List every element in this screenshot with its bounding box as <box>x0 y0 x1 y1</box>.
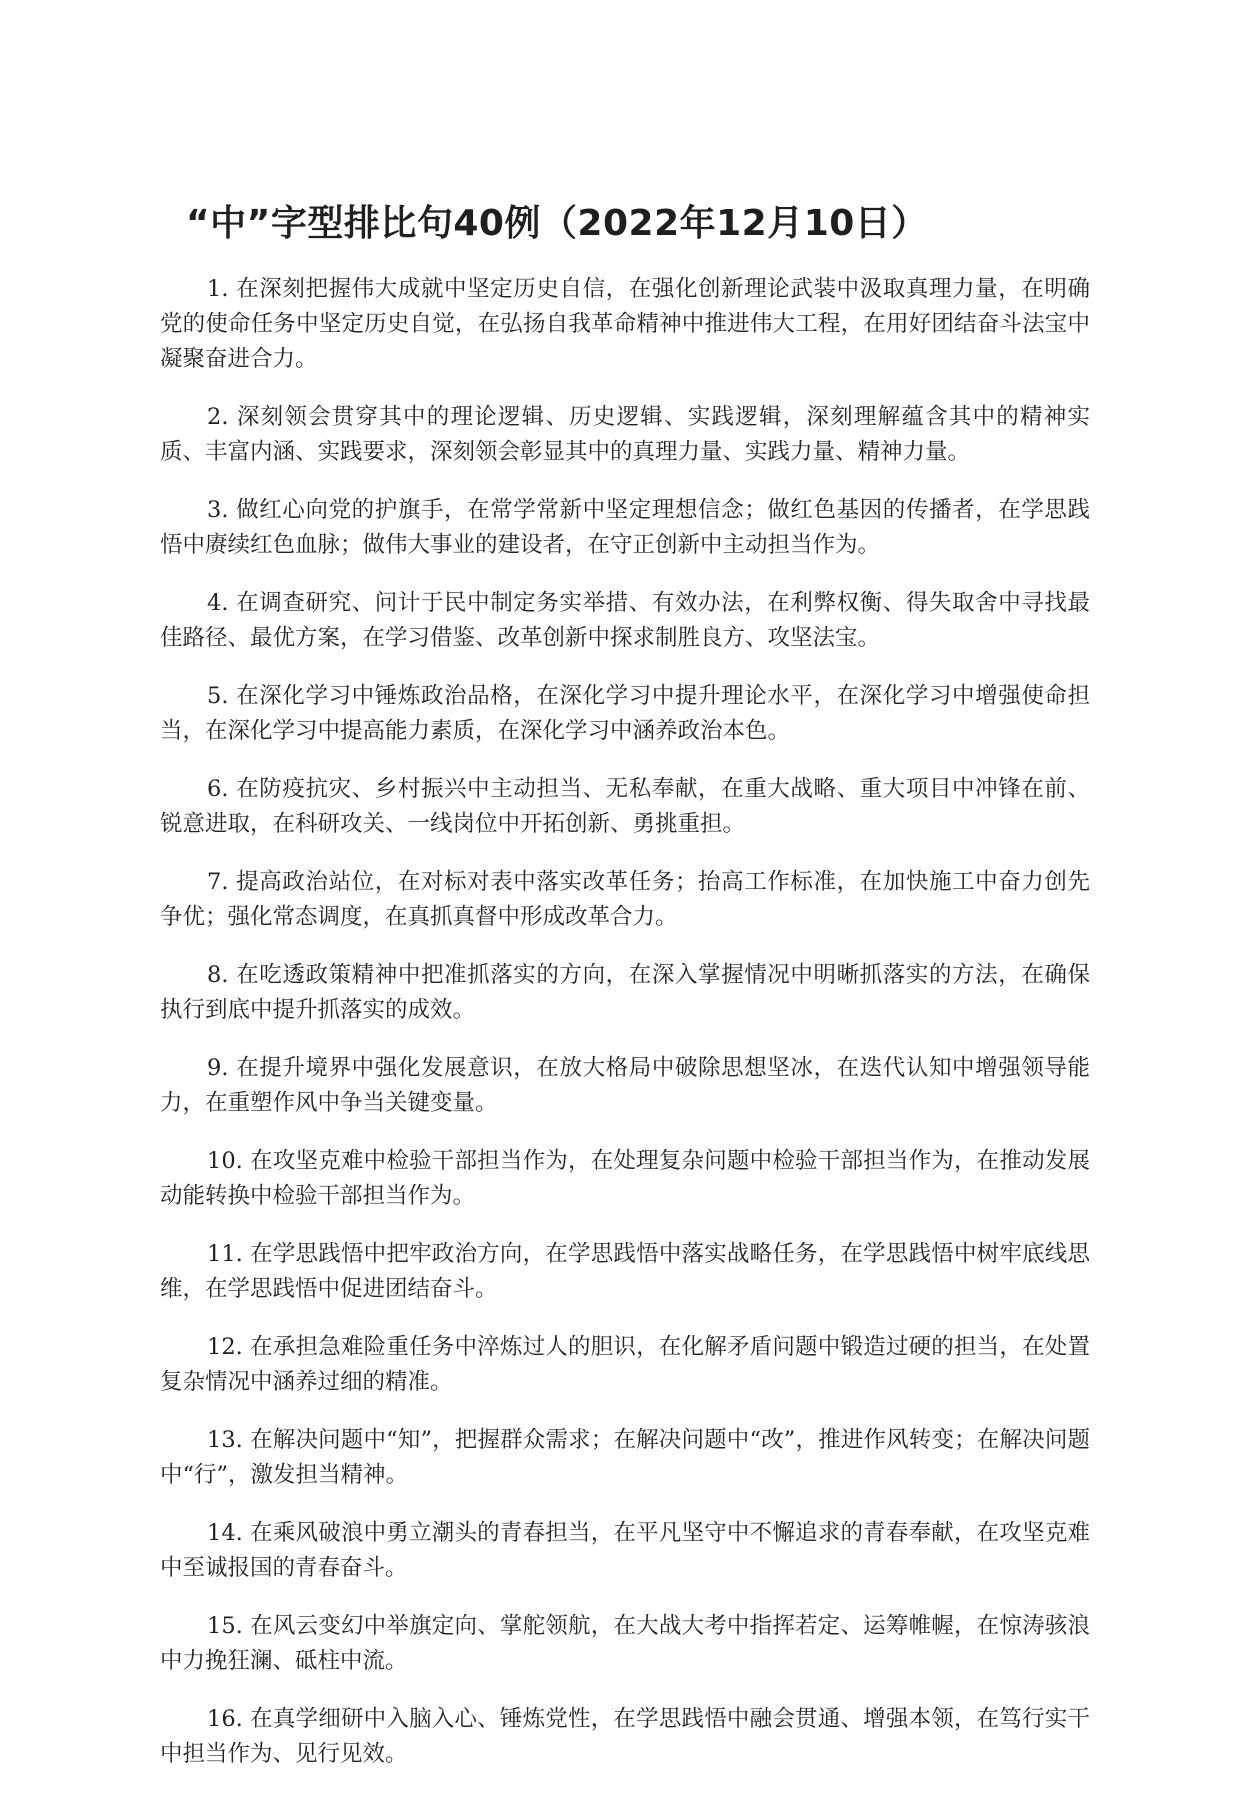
paragraph-8: 8. 在吃透政策精神中把准抓落实的方向，在深入掌握情况中明晰抓落实的方法，在确保执行到底中提升抓落实的成效。 <box>160 962 1090 1023</box>
paragraph-10: 10. 在攻坚克难中检验干部担当作为，在处理复杂问题中检验干部担当作为，在推动发展动能转换中检验干部担当作为。 <box>160 1148 1090 1209</box>
paragraph-9: 9. 在提升境界中强化发展意识，在放大格局中破除思想坚冰，在迭代认知中增强领导能力，在重塑作风中争当关键变量。 <box>160 1055 1090 1116</box>
paragraph-7: 7. 提高政治站位，在对标对表中落实改革任务；抬高工作标准，在加快施工中奋力创先争优；强化常态调度，在真抓真督中形成改革合力。 <box>160 869 1090 930</box>
paragraph-2: 2. 深刻领会贯穿其中的理论逻辑、历史逻辑、实践逻辑，深刻理解蕴含其中的精神实质、丰富内涵、实践要求，深刻领会彰显其中的真理力量、实践力量、精神力量。 <box>160 404 1090 465</box>
paragraph-5: 5. 在深化学习中锤炼政治品格，在深化学习中提升理论水平，在深化学习中增强使命担当，在深化学习中提高能力素质，在深化学习中涵养政治本色。 <box>160 683 1090 744</box>
paragraph-11: 11. 在学思践悟中把牢政治方向，在学思践悟中落实战略任务，在学思践悟中树牢底线思维，在学思践悟中促进团结奋斗。 <box>160 1241 1090 1302</box>
paragraph-6: 6. 在防疫抗灾、乡村振兴中主动担当、无私奉献，在重大战略、重大项目中冲锋在前、锐意进取，在科研攻关、一线岗位中开拓创新、勇挑重担。 <box>160 776 1090 837</box>
paragraph-12: 12. 在承担急难险重任务中淬炼过人的胆识，在化解矛盾问题中锻造过硬的担当，在处置复杂情况中涵养过细的精准。 <box>160 1334 1090 1395</box>
document-body <box>160 272 1090 1795</box>
paragraph-15: 15. 在风云变幻中举旗定向、掌舵领航，在大战大考中指挥若定、运筹帷幄，在惊涛骇浪中力挽狂澜、砥柱中流。 <box>160 1613 1090 1674</box>
paragraph-16: 16. 在真学细研中入脑入心、锤炼党性，在学思践悟中融会贯通、增强本领，在笃行实干中担当作为、见行见效。 <box>160 1706 1090 1767</box>
paragraph-3: 3. 做红心向党的护旗手，在常学常新中坚定理想信念；做红色基因的传播者，在学思践悟中赓续红色血脉；做伟大事业的建设者，在守正创新中主动担当作为。 <box>160 497 1090 558</box>
document-title: “中”字型排比句40例（2022年12月10日） <box>186 203 928 244</box>
paragraph-13: 13. 在解决问题中“知”，把握群众需求；在解决问题中“改”，推进作风转变；在解决问题中“行”，激发担当精神。 <box>160 1427 1090 1488</box>
paragraph-1: 1. 在深刻把握伟大成就中坚定历史自信，在强化创新理论武装中汲取真理力量，在明确党的使命任务中坚定历史自觉，在弘扬自我革命精神中推进伟大工程，在用好团结奋斗法宝中凝聚奋进合力。 <box>160 276 1090 372</box>
paragraph-4: 4. 在调查研究、问计于民中制定务实举措、有效办法，在利弊权衡、得失取舍中寻找最佳路径、最优方案，在学习借鉴、改革创新中探求制胜良方、攻坚法宝。 <box>160 590 1090 651</box>
paragraph-14: 14. 在乘风破浪中勇立潮头的青春担当，在平凡坚守中不懈追求的青春奉献，在攻坚克难中至诚报国的青春奋斗。 <box>160 1520 1090 1581</box>
